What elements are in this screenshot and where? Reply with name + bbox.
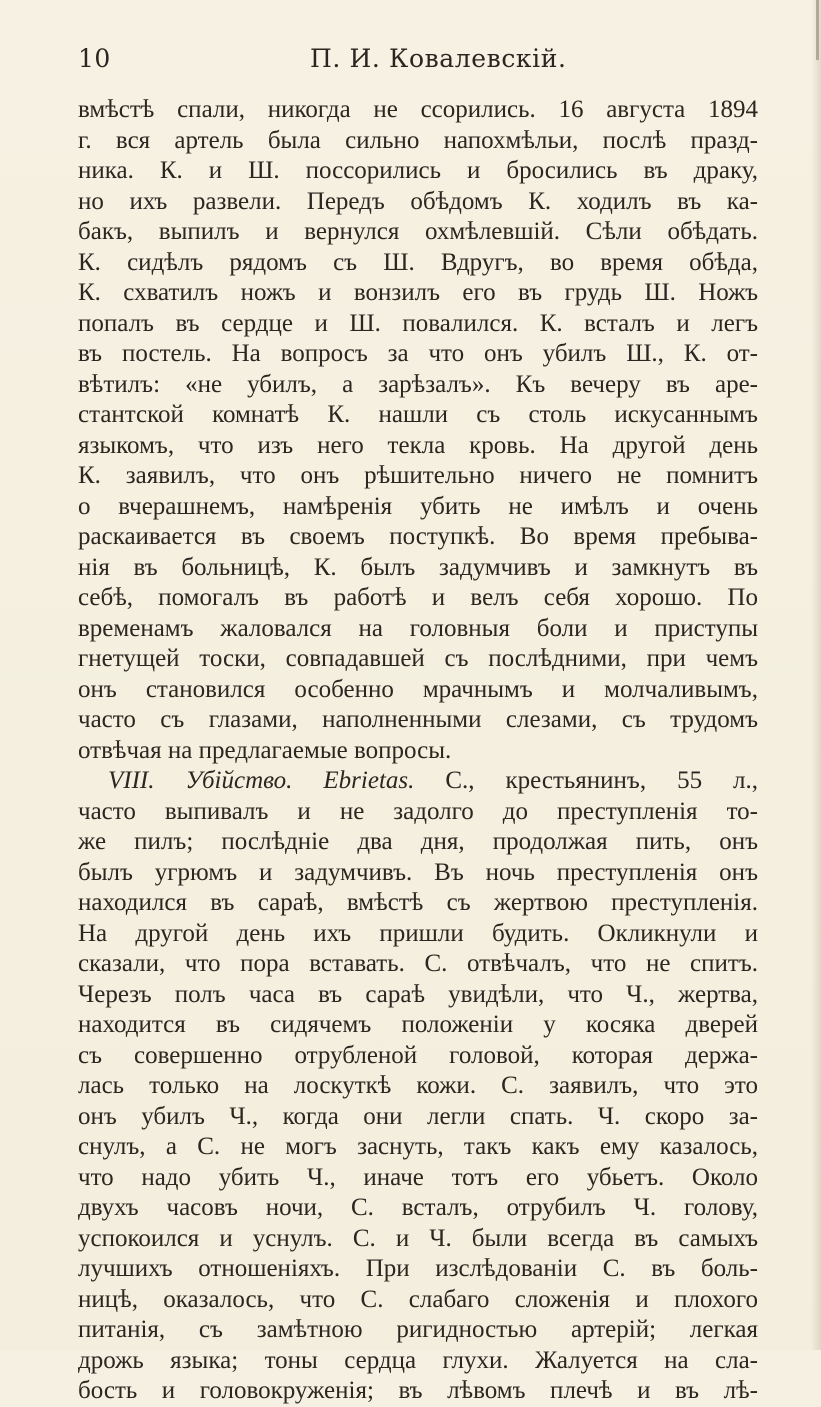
text-line: находится въ сидячемъ положеніи у косяка дверей — [78, 1011, 758, 1038]
text-line: ницѣ, оказалось, что С. слабаго сложенія и плохого — [78, 1285, 758, 1313]
text-line: отвѣчая на предлагаемые вопросы. — [78, 736, 452, 764]
text-line: дрожь языка; тоны сердца глухи. Жалуется на сла- — [78, 1346, 758, 1374]
text-line: бакъ, выпилъ и вернулся охмѣлевшій. Сѣли обѣдать. — [78, 218, 758, 245]
text-line: языкомъ, что изъ него текла кровь. На другой день — [78, 431, 758, 459]
text-line: питанія, съ замѣтною ригидностью артерій; легкая — [78, 1316, 758, 1343]
page-edge-mark — [816, 0, 819, 60]
case-number: VIII. — [108, 767, 155, 794]
text-line: вѣтилъ: «не убилъ, а зарѣзалъ». Къ вечеру въ аре- — [78, 370, 758, 398]
text-line: К. сидѣлъ рядомъ съ Ш. Вдругъ, во время обѣда, — [78, 248, 758, 276]
text-line: временамъ жаловался на головныя боли и приступы — [78, 614, 758, 642]
text-line: бость и головокруженія; въ лѣвомъ плечѣ и въ лѣ- — [78, 1377, 758, 1404]
body-text — [78, 95, 758, 1407]
case-cause: Ebrietas. — [323, 767, 415, 794]
running-title: П. И. Ковалевскій. — [310, 44, 567, 73]
text-line: нія въ больницѣ, К. былъ задумчивъ и замкнутъ въ — [78, 553, 758, 581]
text-line: раскаивается въ своемъ поступкѣ. Во время пребыва- — [78, 523, 758, 550]
text-line: часто выпивалъ и не задолго до преступленія то- — [78, 797, 758, 825]
text-line: былъ угрюмъ и задумчивъ. Въ ночь преступленія онъ — [78, 858, 758, 886]
text-line: что надо убить Ч., иначе тотъ его убьетъ. Около — [78, 1163, 758, 1191]
page-header — [78, 44, 758, 80]
text-line: К. схватилъ ножъ и вонзилъ его въ грудь Ш. Ножъ — [78, 279, 758, 306]
text-line: лась только на лоскуткѣ кожи. С. заявилъ, что это — [78, 1072, 758, 1099]
text-line: но ихъ развели. Передъ обѣдомъ К. ходилъ въ ка- — [78, 187, 758, 215]
page-edge-shadow — [811, 0, 821, 1350]
text-line: снулъ, а С. не могъ заснуть, такъ какъ ему казалось, — [78, 1133, 758, 1160]
text-line: попалъ въ сердце и Ш. повалился. К. всталъ и легъ — [78, 309, 758, 337]
text-line: лучшихъ отношеніяхъ. При изслѣдованіи С. въ боль- — [78, 1255, 758, 1282]
text-line: въ постель. На вопросъ за что онъ убилъ Ш., К. от- — [78, 340, 758, 367]
text-line: съ совершенно отрубленой головой, которая держа- — [78, 1041, 758, 1069]
text-line: находился въ сараѣ, вмѣстѣ съ жертвою преступленія. — [78, 889, 758, 916]
text-line: г. вся артель была сильно напохмѣльи, послѣ празд- — [78, 126, 758, 154]
case-heading-rest: С., крестьянинъ, 55 л., — [445, 767, 758, 794]
text-line: онъ становился особенно мрачнымъ и молчаливымъ, — [78, 675, 758, 703]
text-line: вмѣстѣ спали, никогда не ссорились. 16 августа 1894 — [78, 96, 758, 123]
text-line: часто съ глазами, наполненными слезами, съ трудомъ — [78, 706, 758, 733]
text-line: же пилъ; послѣдніе два дня, продолжая пить, онъ — [78, 828, 758, 855]
text-line: стантской комнатѣ К. нашли съ столь искусаннымъ — [78, 401, 758, 428]
text-line: гнетущей тоски, совпадавшей съ послѣдними, при чемъ — [78, 645, 758, 672]
text-line: сказали, что пора вставать. С. отвѣчалъ, что не спитъ. — [78, 950, 758, 977]
case-heading-line — [78, 766, 758, 797]
text-line: На другой день ихъ пришли будить. Окликнули и — [78, 919, 758, 947]
text-line: онъ убилъ Ч., когда они легли спать. Ч. скоро за- — [78, 1102, 758, 1130]
text-line: двухъ часовъ ночи, С. всталъ, отрубилъ Ч. голову, — [78, 1194, 758, 1221]
case-title: Убійство. — [185, 767, 293, 794]
page-number: 10 — [78, 44, 111, 73]
text-line: себѣ, помогалъ въ работѣ и велъ себя хорошо. По — [78, 584, 758, 611]
text-line: о вчерашнемъ, намѣренія убить не имѣлъ и очень — [78, 492, 758, 520]
text-line: ника. К. и Ш. поссорились и бросились въ драку, — [78, 157, 758, 184]
text-line: К. заявилъ, что онъ рѣшительно ничего не помнитъ — [78, 462, 758, 489]
text-line: успокоился и уснулъ. С. и Ч. были всегда въ самыхъ — [78, 1224, 758, 1252]
text-line: Черезъ полъ часа въ сараѣ увидѣли, что Ч., жертва, — [78, 980, 758, 1008]
